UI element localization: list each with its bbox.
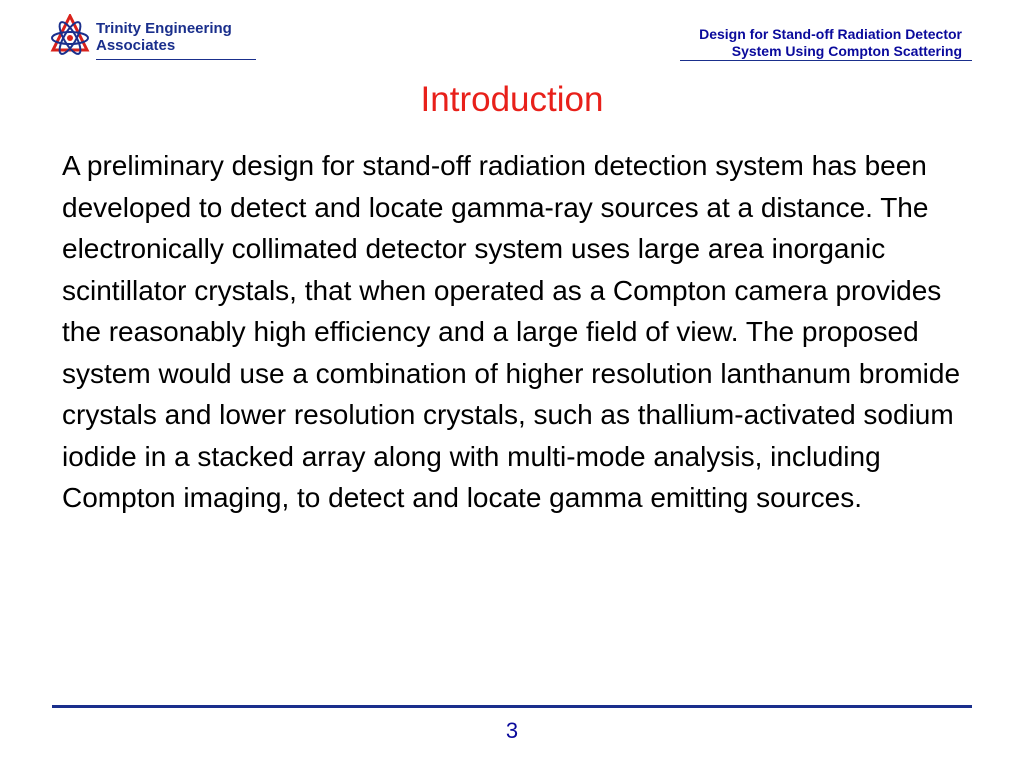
footer-divider <box>52 705 972 708</box>
company-name-line1: Trinity Engineering <box>96 20 232 37</box>
page-number: 3 <box>505 718 519 743</box>
document-title-line1: Design for Stand-off Radiation Detector <box>699 26 962 42</box>
document-title-line2: System Using Compton Scattering <box>731 43 962 59</box>
header-divider-right <box>680 60 972 61</box>
header-divider-left <box>96 59 256 60</box>
company-name-line2: Associates <box>96 37 176 54</box>
slide-body-text: A preliminary design for stand-off radiation detection system has been developed to detect and locate gamma-ray sources at a distance. The electronically collimated detector system uses large area inorganic scintillator crystals, that when operated as a Compton camera provides the reasonably high efficiency and a large field of view. The proposed system would use a combination of higher resolution lanthanum bromide crystals and lower resolution crystals, such as thallium-activated sodium iodide in a stacked array along with multi-mode analysis, including Compton imaging, to detect and locate gamma emitting sources. <box>62 150 961 513</box>
document-title <box>699 26 962 60</box>
slide-title: Introduction <box>420 80 604 119</box>
company-name <box>96 20 232 54</box>
